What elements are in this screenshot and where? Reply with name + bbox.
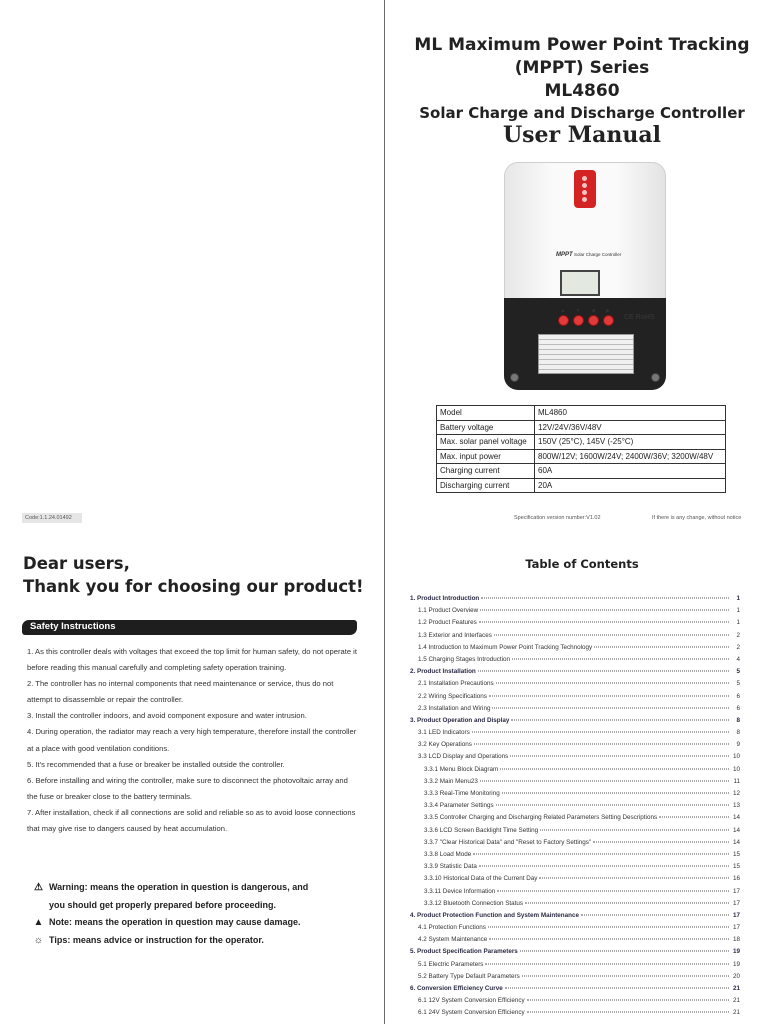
toc-entry-page: 8 (736, 716, 740, 724)
device-key (603, 315, 614, 326)
toc-entry[interactable] (410, 753, 740, 765)
toc-entry[interactable] (410, 900, 740, 912)
toc-leader-dots (492, 707, 729, 708)
toc-leader-dots (496, 805, 729, 806)
toc-entry-title: 1.1 Product Overview (418, 607, 479, 615)
toc-leader-dots (525, 902, 729, 903)
toc-entry[interactable] (410, 961, 740, 973)
toc-entry-page: 17 (732, 899, 740, 907)
safety-item: 5. It's recommended that a fuse or breaker be installed outside the controller. (27, 759, 285, 769)
toc-leader-dots (659, 817, 729, 818)
toc-entry-page: 6 (736, 692, 740, 700)
toc-leader-dots (593, 841, 729, 842)
toc-entry[interactable] (410, 851, 740, 863)
toc-leader-dots (472, 732, 729, 733)
toc-entry[interactable] (410, 595, 740, 607)
toc-entry-page: 15 (732, 863, 740, 871)
safety-heading-bar (22, 620, 357, 635)
down-arrow-icon: ▼ (575, 308, 581, 314)
toc-entry-title: 4.2 System Maintenance (418, 936, 488, 944)
toc-entry[interactable] (410, 619, 740, 631)
device-lcd (560, 270, 600, 296)
toc-entry-page: 5 (736, 680, 740, 688)
toc-list (410, 595, 740, 1022)
device-key (573, 315, 584, 326)
toc-entry[interactable] (410, 729, 740, 741)
warning-text-b: you should get properly prepared before proceeding. (49, 899, 277, 910)
toc-leader-dots (539, 878, 729, 879)
toc-leader-dots (489, 939, 729, 940)
toc-leader-dots (522, 975, 729, 976)
toc-entry-title: 2.3 Installation and Wiring (418, 704, 491, 712)
tips-text: Tips: means advice or instruction for the operator. (49, 934, 264, 945)
toc-leader-dots (473, 853, 729, 854)
toc-entry-page: 2 (736, 643, 740, 651)
toc-entry-page: 1 (736, 619, 740, 627)
led-indicator (582, 183, 587, 188)
led-panel (574, 170, 596, 208)
greeting-line2: Thank you for choosing our product! (23, 577, 364, 596)
toc-entry-title: 1.3 Exterior and Interfaces (418, 631, 492, 639)
toc-entry-title: 3.3.8 Load Mode (424, 850, 472, 858)
toc-entry-title: 3.3.3 Real-Time Monitoring (424, 790, 500, 797)
device-key (558, 315, 569, 326)
toc-entry-page: 18 (732, 936, 740, 944)
toc-entry-page: 14 (732, 814, 740, 822)
toc-entry-page: 17 (732, 924, 740, 932)
toc-entry[interactable] (410, 985, 740, 997)
toc-entry-title: 3.3.7 "Clear Historical Data" and "Reset to Factory Settings" (424, 838, 592, 846)
toc-entry[interactable] (410, 912, 740, 924)
spec-row (437, 464, 726, 479)
toc-entry-title: 4. Product Protection Function and System Maintenance (410, 911, 579, 919)
toc-entry-page: 15 (732, 850, 740, 858)
toc-entry-title: 3. Product Operation and Display (410, 716, 510, 724)
toc-entry-page: 11 (733, 777, 740, 785)
toc-entry-page: 21 (732, 1009, 740, 1017)
page-divider (384, 0, 385, 1024)
toc-entry-title: 1. Product Introduction (410, 595, 480, 602)
toc-entry[interactable] (410, 936, 740, 948)
toc-entry-title: 3.3.10 Historical Data of the Current Day (424, 875, 538, 883)
spec-label: Max. input power (437, 449, 535, 464)
toc-entry-page: 19 (732, 948, 740, 956)
safety-item: 7. After installation, check if all connections are solid and reliable so as to avoid loose connections that may give rise to dangers caused by heat accumulation. (27, 807, 356, 834)
toc-leader-dots (500, 768, 729, 769)
toc-entry-page: 10 (732, 753, 740, 761)
toc-leader-dots (480, 780, 729, 781)
toc-leader-dots (485, 963, 729, 964)
spec-label: Charging current (437, 464, 535, 479)
toc-entry[interactable] (410, 693, 740, 705)
toc-leader-dots (478, 671, 729, 672)
toc-entry-title: 3.3.4 Parameter Settings (424, 802, 494, 810)
lightbulb-icon: ☼ (33, 934, 44, 946)
screw (651, 373, 660, 382)
toc-entry[interactable] (410, 656, 740, 668)
spec-value: 12V/24V/36V/48V (535, 420, 726, 435)
toc-entry-title: 3.3 LCD Display and Operations (418, 753, 509, 761)
toc-entry-page: 8 (736, 729, 740, 737)
toc-entry-title: 3.1 LED Indicators (418, 729, 470, 737)
toc-entry[interactable] (410, 790, 740, 802)
toc-entry-title: 6. Conversion Efficiency Curve (410, 985, 503, 992)
spec-row (437, 406, 726, 421)
toc-entry-title: 5. Product Specification Parameters (410, 948, 518, 956)
led-indicator (582, 190, 587, 195)
warning-icon: ⚠ (34, 882, 43, 893)
toc-entry-page: 21 (732, 985, 740, 992)
cover-model: ML4860 (544, 81, 620, 101)
toc-entry-page: 17 (732, 887, 740, 895)
left-arrow-icon: ◀ (591, 308, 595, 314)
toc-entry-title: 3.3.9 Statistic Data (424, 863, 477, 871)
toc-entry-page: 5 (736, 668, 740, 676)
toc-title: Table of Contents (525, 557, 639, 571)
toc-leader-dots (479, 866, 729, 867)
toc-entry-title: 2.1 Installation Precautions (418, 680, 494, 688)
toc-entry-page: 9 (736, 741, 740, 749)
toc-entry-page: 12 (732, 790, 740, 797)
toc-entry-page: 10 (732, 765, 740, 773)
toc-leader-dots (512, 658, 729, 659)
toc-entry-page: 13 (732, 802, 740, 810)
toc-leader-dots (581, 914, 729, 915)
note-icon: ▲ (33, 917, 44, 929)
cover-title-line1: ML Maximum Power Point Tracking (414, 35, 750, 55)
spec-value: 800W/12V; 1600W/24V; 2400W/36V; 3200W/48V (535, 449, 726, 464)
spec-value: 150V (25°C), 145V (-25°C) (535, 435, 726, 450)
toc-leader-dots (496, 683, 729, 684)
ce-rohs-mark: CE RoHS (624, 314, 655, 321)
toc-entry[interactable] (410, 973, 740, 985)
toc-entry-page: 1 (736, 595, 740, 602)
toc-leader-dots (527, 1000, 729, 1001)
toc-entry-title: 3.3.12 Bluetooth Connection Status (424, 899, 524, 907)
toc-entry[interactable] (410, 778, 740, 790)
controller-product-image (504, 162, 666, 390)
toc-entry[interactable] (410, 644, 740, 656)
device-key (588, 315, 599, 326)
toc-entry-title: 1.2 Product Features (418, 619, 477, 627)
note-text: Note: means the operation in question may cause damage. (49, 917, 301, 928)
safety-item: 6. Before installing and wiring the controller, make sure to disconnect the photovoltaic array and the fuse or breaker close to the battery terminals. (27, 775, 348, 801)
spec-row (437, 420, 726, 435)
toc-entry-title: 3.3.11 Device Information (424, 887, 496, 895)
toc-entry-page: 17 (732, 911, 740, 919)
toc-entry-title: 6.1 24V System Conversion Efficiency (418, 1009, 525, 1017)
spec-value: ML4860 (535, 406, 726, 421)
toc-leader-dots (474, 744, 729, 745)
toc-entry[interactable] (410, 607, 740, 619)
toc-leader-dots (489, 695, 729, 696)
led-indicator (582, 176, 587, 181)
toc-leader-dots (540, 829, 729, 830)
code-label: Code:1.1.24.01492 (22, 513, 82, 523)
toc-leader-dots (511, 719, 729, 720)
right-arrow-icon: ▶ (606, 308, 610, 314)
toc-entry-page: 6 (736, 704, 740, 712)
warning-text-a: Warning: means the operation in question is dangerous, and (49, 882, 309, 892)
toc-entry-page: 20 (732, 972, 740, 980)
spec-label: Max. solar panel voltage (437, 435, 535, 450)
spec-label: Discharging current (437, 478, 535, 493)
toc-entry-page: 19 (732, 960, 740, 968)
toc-entry-page: 21 (732, 997, 740, 1005)
toc-entry[interactable] (410, 1009, 740, 1021)
toc-leader-dots (479, 622, 729, 623)
toc-entry[interactable] (410, 863, 740, 875)
spec-row (437, 435, 726, 450)
safety-item: 3. Install the controller indoors, and avoid component exposure and water intrusion. (27, 711, 307, 721)
toc-entry-title: 3.3.6 LCD Screen Backlight Time Setting (424, 826, 539, 834)
toc-entry[interactable] (410, 680, 740, 692)
toc-entry-page: 2 (736, 631, 740, 639)
toc-entry[interactable] (410, 705, 740, 717)
toc-entry[interactable] (410, 827, 740, 839)
toc-entry[interactable] (410, 766, 740, 778)
change-note: If there is any change, without notice (652, 515, 742, 521)
toc-leader-dots (510, 756, 729, 757)
toc-entry[interactable] (410, 632, 740, 644)
toc-entry-title: 5.2 Battery Type Default Parameters (418, 972, 520, 980)
toc-leader-dots (480, 610, 729, 611)
toc-entry-title: 5.1 Electric Parameters (418, 960, 484, 968)
toc-entry-page: 14 (732, 838, 740, 846)
toc-leader-dots (527, 1012, 729, 1013)
toc-leader-dots (505, 988, 729, 989)
toc-entry[interactable] (410, 924, 740, 936)
toc-leader-dots (481, 598, 729, 599)
spec-version: Specification version number:V1.02 (514, 515, 601, 521)
toc-entry-title: 3.2 Key Operations (418, 741, 472, 749)
spec-value: 20A (535, 478, 726, 493)
toc-leader-dots (594, 646, 729, 647)
cover-title-line2: (MPPT) Series (514, 58, 650, 78)
toc-entry-page: 1 (736, 607, 740, 615)
screw (510, 373, 519, 382)
toc-leader-dots (520, 951, 729, 952)
toc-entry-page: 16 (732, 875, 740, 883)
greeting (23, 552, 364, 598)
toc-entry-title: 6.1 12V System Conversion Efficiency (418, 997, 525, 1005)
toc-entry[interactable] (410, 668, 740, 680)
toc-entry-page: 4 (736, 655, 740, 663)
toc-entry-title: 3.3.2 Main Menu23 (424, 777, 478, 785)
toc-entry-title: 1.4 Introduction to Maximum Power Point Tracking Technology (418, 643, 593, 651)
device-spec-label (538, 334, 634, 374)
toc-entry[interactable] (410, 997, 740, 1009)
toc-leader-dots (502, 793, 729, 794)
led-indicator (582, 197, 587, 202)
toc-leader-dots (497, 890, 729, 891)
safety-item: 1. As this controller deals with voltages that exceed the top limit for human safety, do not operate it before reading this manual carefully and completing safety operation training. (27, 647, 357, 673)
cover-subtitle: Solar Charge and Discharge Controller (419, 104, 745, 122)
toc-entry[interactable] (410, 888, 740, 900)
spec-table (436, 405, 726, 493)
spec-row (437, 478, 726, 493)
cover-manual-title: User Manual (502, 122, 662, 148)
toc-leader-dots (494, 634, 729, 635)
toc-entry-title: 2.2 Wiring Specifications (418, 692, 487, 700)
toc-leader-dots (488, 927, 729, 928)
toc-entry[interactable] (410, 839, 740, 851)
toc-entry-title: 2. Product Installation (410, 668, 476, 676)
spec-label: Model (437, 406, 535, 421)
greeting-line1: Dear users, (23, 554, 130, 573)
up-arrow-icon: ▲ (560, 308, 566, 314)
safety-item: 4. During operation, the radiator may reach a very high temperature, therefore install the controller at a place with good ventilation conditions. (27, 727, 357, 753)
toc-entry-title: 1.5 Charging Stages Introduction (418, 655, 511, 663)
safety-instructions (27, 644, 357, 837)
safety-heading: Safety Instructions (30, 621, 116, 632)
toc-entry[interactable] (410, 741, 740, 753)
safety-item: 2. The controller has no internal components that need maintenance or service, thus do not attempt to disassemble or repair the controller. (27, 679, 334, 705)
spec-value: 60A (535, 464, 726, 479)
toc-entry[interactable] (410, 948, 740, 960)
toc-entry[interactable] (410, 717, 740, 729)
toc-entry-page: 14 (732, 826, 740, 834)
toc-entry[interactable] (410, 875, 740, 887)
symbol-legend (32, 879, 308, 949)
toc-entry-title: 3.3.1 Menu Block Diagram (424, 765, 499, 773)
spec-row (437, 449, 726, 464)
toc-entry-title: 4.1 Protection Functions (418, 924, 486, 932)
toc-entry[interactable] (410, 814, 740, 826)
spec-label: Battery voltage (437, 420, 535, 435)
toc-entry[interactable] (410, 802, 740, 814)
toc-entry-title: 3.3.5 Controller Charging and Discharging Related Parameters Setting Descriptions (424, 814, 658, 822)
device-brand: MPPT Solar Charge Controller (556, 252, 622, 258)
